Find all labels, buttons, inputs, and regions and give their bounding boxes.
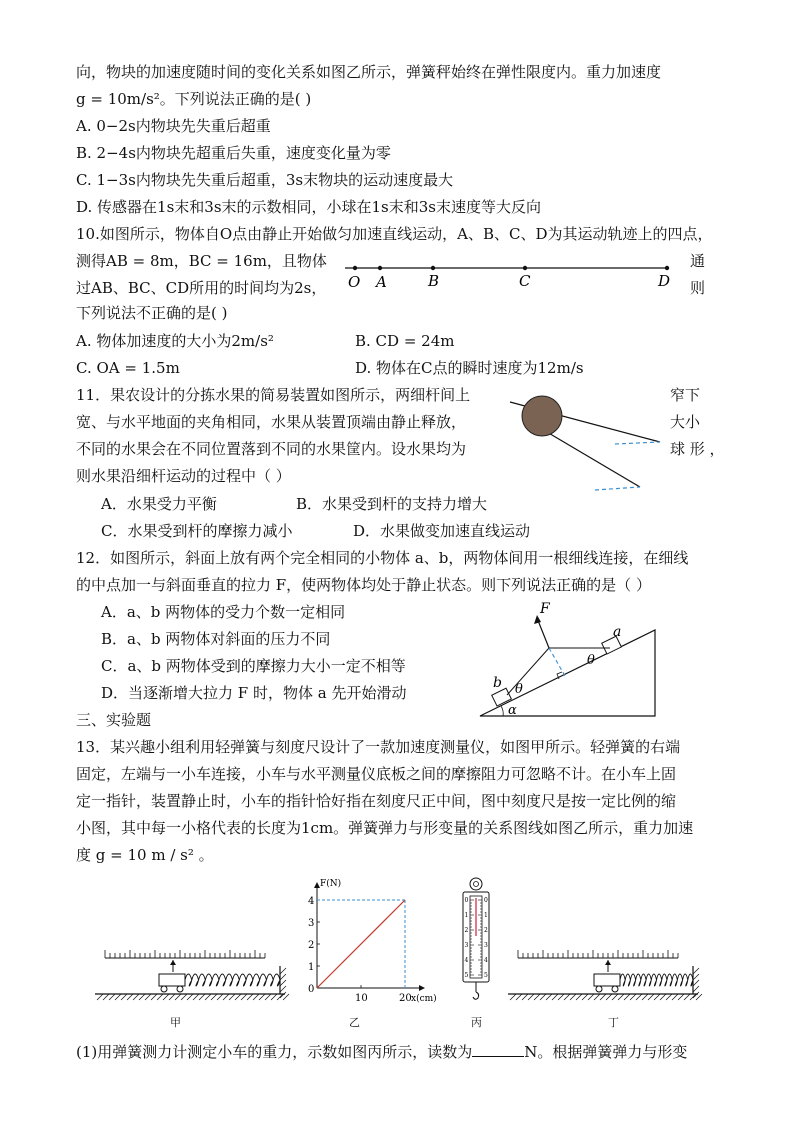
- q10-line2a: 测得AB = 8m，BC = 16m，且物体: [76, 252, 327, 270]
- series-line: [317, 900, 405, 988]
- q10-track-diagram: [340, 258, 680, 292]
- fig-jia-accelerometer: [95, 950, 290, 1002]
- q10-option-b: B. CD = 24m: [355, 332, 455, 350]
- y-tick-label: 2: [308, 940, 315, 951]
- q13-sub1: [76, 1042, 687, 1062]
- y-tick-label: 4: [308, 896, 315, 907]
- q10-option-c: C. OA = 1.5m: [76, 359, 180, 377]
- q9-option-d: D. 传感器在1s末和3s末的示数相同，小球在1s末和3s末速度等大反向: [76, 198, 541, 216]
- q10-line3b: 则: [690, 279, 706, 297]
- q11-line3b: 球 形 ，: [670, 440, 725, 458]
- label-alpha: α: [508, 703, 517, 718]
- label-b: B: [428, 272, 440, 290]
- scale-number-right: 4: [484, 957, 488, 964]
- q13-line2: 固定，左端与一小车连接，小车与水平测量仪底板之间的摩擦阻力可忽略不计。在小车上固: [76, 765, 677, 783]
- q12-option-a: A．a、b 两物体的受力个数一定相同: [101, 603, 346, 621]
- y-tick-label: 3: [308, 918, 315, 929]
- label-force-f: F: [540, 601, 550, 617]
- y-tick-label: 1: [308, 962, 315, 973]
- scale-number-left: 3: [464, 942, 469, 949]
- q10-option-a: A. 物体加速度的大小为2m/s²: [76, 332, 274, 350]
- q10-option-d: D. 物体在C点的瞬时速度为12m/s: [355, 359, 584, 377]
- fruit-ball: [522, 396, 562, 436]
- q9-stem-line2: g = 10m/s²。下列说法正确的是( ): [76, 90, 312, 108]
- scale-number-right: 1: [484, 912, 488, 919]
- point-c: [523, 266, 527, 270]
- scale-number-left: 1: [464, 912, 469, 919]
- label-theta-bottom: θ: [515, 682, 523, 697]
- q11-line4: 则水果沿细杆运动的过程中（ ）: [76, 467, 291, 485]
- label-d: D: [658, 272, 671, 290]
- point-b: [431, 266, 435, 270]
- q12-option-c: C．a、b 两物体受到的摩擦力大小一定不相等: [101, 657, 406, 675]
- q11-line1b: 窄下: [670, 386, 701, 404]
- point-a: [378, 266, 382, 270]
- scale-number-right: 0: [484, 897, 488, 904]
- q11-option-d: D．水果做变加速直线运动: [353, 522, 531, 540]
- scale-number-left: 4: [464, 957, 469, 964]
- q11-option-c: C．水果受到杆的摩擦力减小: [101, 522, 293, 540]
- fig-yi-force-graph: [300, 872, 450, 1004]
- q13-line1: 13．某兴趣小组利用轻弹簧与刻度尺设计了一款加速度测量仪，如图甲所示。轻弹簧的右端: [76, 738, 681, 756]
- label-a: A: [376, 273, 387, 291]
- section-title-experiment: 三、实验题: [76, 711, 152, 729]
- x-tick-label: 10: [355, 993, 368, 1004]
- fig-label-jia: 甲: [170, 1016, 181, 1029]
- q12-line1: 12．如图所示，斜面上放有两个完全相同的小物体 a、b，两物体间用一根细线连接，在细线: [76, 549, 689, 567]
- q9-stem-line1: 向，物块的加速度随时间的变化关系如图乙所示，弹簧秤始终在弹性限度内。重力加速度: [76, 63, 662, 81]
- fig-ding-accelerometer: [508, 950, 703, 1002]
- y-axis-label: F(N): [320, 879, 342, 889]
- q13-line5: 度 g = 10 m / s² 。: [76, 846, 214, 864]
- q11-line3a: 不同的水果会在不同位置落到不同的水果筐内。设水果均为: [76, 440, 467, 458]
- origin-label: 0: [308, 984, 315, 995]
- q13-line3: 定一指针，装置静止时，小车的指针恰好指在刻度尺正中间，图中刻度尺是按一定比例的缩: [76, 792, 677, 810]
- q12-option-d: D．当逐渐增大拉力 F 时，物体 a 先开始滑动: [101, 684, 407, 702]
- answer-blank[interactable]: [472, 1042, 524, 1057]
- q11-line2a: 宽、与水平地面的夹角相同，水果从装置顶端由静止释放，: [76, 413, 467, 431]
- q13-sub1-text-a: (1)用弹簧测力计测定小车的重力，示数如图丙所示，读数为: [76, 1043, 473, 1061]
- q10-line2b: 通: [690, 252, 706, 270]
- fig-bing-spring-scale: [455, 876, 497, 1004]
- q11-option-a: A．水果受力平衡: [101, 495, 217, 513]
- scale-number-left: 0: [464, 897, 469, 904]
- label-c: C: [519, 272, 531, 290]
- fig-label-yi: 乙: [349, 1016, 360, 1029]
- scale-number-right: 5: [484, 972, 488, 979]
- label-theta-top: θ: [587, 653, 595, 668]
- scale-number-left: 5: [464, 972, 469, 979]
- x-axis-label: x(cm): [411, 994, 437, 1004]
- q13-line4: 小图，其中每一小格代表的长度为1cm。弹簧弹力与形变量的关系图线如图乙所示，重力加速: [76, 819, 694, 837]
- q11-line2b: 大小: [670, 413, 701, 431]
- q10-line3a: 过AB、BC、CD所用的时间均为2s，: [76, 279, 327, 297]
- fig-label-bing: 丙: [471, 1016, 482, 1029]
- scale-number-left: 2: [464, 927, 469, 934]
- q10-line4: 下列说法不正确的是( ): [76, 304, 228, 322]
- q9-option-c: C. 1−3s内物块先失重后超重，3s末物块的运动速度最大: [76, 171, 454, 189]
- q9-option-a: A. 0−2s内物块先失重后超重: [76, 117, 271, 135]
- scale-number-right: 2: [484, 927, 488, 934]
- q12-incline-diagram: [475, 598, 665, 720]
- q9-option-b: B. 2−4s内物块先超重后失重，速度变化量为零: [76, 144, 391, 162]
- scale-number-right: 3: [484, 942, 488, 949]
- q12-option-b: B．a、b 两物体对斜面的压力不同: [101, 630, 331, 648]
- label-o: O: [348, 273, 361, 291]
- fig-label-ding: 丁: [608, 1016, 619, 1029]
- label-block-b: b: [493, 675, 502, 691]
- q11-line1a: 11．果农设计的分拣水果的简易装置如图所示，两细杆间上: [76, 386, 471, 404]
- q12-line2: 的中点加一与斜面垂直的拉力 F，使两物体均处于静止状态。则下列说法正确的是（ ）: [76, 576, 651, 594]
- label-block-a: a: [613, 624, 622, 640]
- point-o: [353, 266, 357, 270]
- q11-option-b: B．水果受到杆的支持力增大: [296, 495, 488, 513]
- q10-line1: 10.如图所示，物体自O点由静止开始做匀加速直线运动，A、B、C、D为其运动轨迹上的四点，: [76, 225, 713, 243]
- point-d: [665, 266, 669, 270]
- x-tick-label: 20: [399, 993, 412, 1004]
- q11-fruit-sorter-diagram: [505, 392, 665, 497]
- q13-sub1-text-b: N。根据弹簧弹力与形变: [524, 1043, 688, 1061]
